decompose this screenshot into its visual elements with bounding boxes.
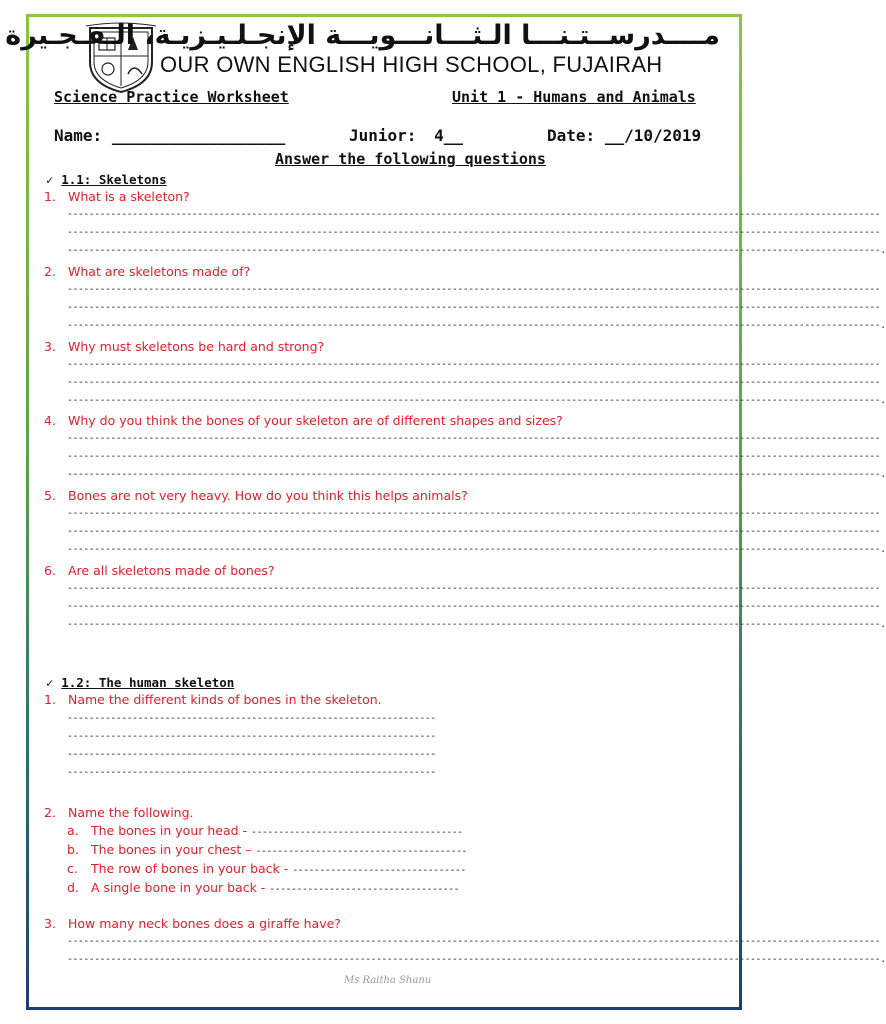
answer-line[interactable]: ------------------------------------------------------------------------------------------------------------------------------------------------------.: [67, 395, 886, 406]
answer-line[interactable]: --------------------------------------------------------------------: [67, 767, 436, 778]
answer-line[interactable]: ---------------------------------------: [251, 827, 463, 838]
answer-line[interactable]: ---------------------------------------: [255, 846, 467, 857]
question-name-following: [44, 805, 194, 820]
sub-letter: a.: [67, 823, 79, 838]
date-row: [547, 126, 701, 145]
answer-line[interactable]: ------------------------------------------------------------------------------------------------------------------------------------------------------: [67, 508, 881, 519]
question-text: Why must skeletons be hard and strong?: [68, 339, 325, 354]
question-text: What are skeletons made of?: [68, 264, 251, 279]
school-name-arabic: مــــدرســتـنـــا الـثـــانـــويـــة الإنجـلـيـزيـة، الـفـجـيرة: [5, 20, 720, 51]
answer-line[interactable]: ------------------------------------------------------------------------------------------------------------------------------------------------------: [67, 451, 881, 462]
question-number: 5.: [44, 488, 56, 503]
unit-title: Unit 1 - Humans and Animals: [452, 88, 696, 106]
worksheet-title: Science Practice Worksheet: [54, 88, 289, 106]
sub-text: The bones in your chest –: [91, 842, 256, 857]
answer-line[interactable]: ------------------------------------------------------------------------------------------------------------------------------------------------------: [67, 433, 881, 444]
answer-line[interactable]: ------------------------------------------------------------------------------------------------------------------------------------------------------.: [67, 320, 886, 331]
sub-question-d: [67, 880, 459, 895]
date-label: Date:: [547, 126, 596, 145]
section-heading-text: 1.2: The human skeleton: [61, 675, 235, 690]
sub-text: A single bone in your back -: [91, 880, 270, 895]
sub-question-b: [67, 842, 467, 857]
checkmark-icon: ✓: [46, 173, 54, 187]
question-number: 1.: [44, 692, 56, 707]
junior-label: Junior:: [349, 126, 417, 145]
sub-text: The row of bones in your back -: [91, 861, 293, 876]
section-heading-text: 1.1: Skeletons: [61, 172, 167, 187]
question-number: 1.: [44, 189, 56, 204]
footer-author: Ms Raitha Shanu: [344, 975, 432, 986]
school-name-english: OUR OWN ENGLISH HIGH SCHOOL, FUJAIRAH: [160, 52, 663, 77]
answer-line[interactable]: ------------------------------------------------------------------------------------------------------------------------------------------------------: [67, 302, 881, 313]
question-2: [44, 264, 250, 279]
question-text: Name the different kinds of bones in the skeleton.: [68, 692, 382, 707]
answer-line[interactable]: ------------------------------------------------------------------------------------------------------------------------------------------------------: [67, 583, 881, 594]
question-5: [44, 488, 468, 503]
date-value[interactable]: __/10/2019: [604, 126, 702, 145]
answer-line[interactable]: ------------------------------------------------------------------------------------------------------------------------------------------------------: [67, 936, 881, 947]
answer-line[interactable]: ------------------------------------------------------------------------------------------------------------------------------------------------------: [67, 284, 881, 295]
instruction: Answer the following questions: [275, 150, 546, 168]
answer-line[interactable]: ------------------------------------------------------------------------------------------------------------------------------------------------------.: [67, 245, 886, 256]
answer-line[interactable]: --------------------------------------------------------------------: [67, 731, 436, 742]
junior-value[interactable]: 4__: [434, 126, 463, 145]
question-number: 2.: [44, 264, 56, 279]
answer-line[interactable]: ------------------------------------------------------------------------------------------------------------------------------------------------------: [67, 359, 881, 370]
question-number: 3.: [44, 916, 56, 931]
name-blank[interactable]: __________________: [111, 126, 286, 145]
answer-line[interactable]: ------------------------------------------------------------------------------------------------------------------------------------------------------: [67, 526, 881, 537]
answer-line[interactable]: ------------------------------------------------------------------------------------------------------------------------------------------------------: [67, 227, 881, 238]
question-giraffe: [44, 916, 341, 931]
sub-letter: d.: [67, 880, 79, 895]
question-6: [44, 563, 275, 578]
question-text: Why do you think the bones of your skeleton are of different shapes and sizes?: [68, 413, 563, 428]
sub-text: The bones in your head -: [91, 823, 252, 838]
answer-line[interactable]: -----------------------------------: [269, 884, 460, 895]
question-bone-kinds: [44, 692, 382, 707]
answer-line[interactable]: ------------------------------------------------------------------------------------------------------------------------------------------------------.: [67, 954, 886, 965]
question-number: 4.: [44, 413, 56, 428]
sub-question-c: [67, 861, 466, 876]
sub-letter: c.: [67, 861, 78, 876]
question-text: Name the following.: [68, 805, 194, 820]
answer-line[interactable]: ------------------------------------------------------------------------------------------------------------------------------------------------------.: [67, 544, 886, 555]
sub-question-a: [67, 823, 462, 838]
question-4: [44, 413, 563, 428]
answer-line[interactable]: --------------------------------------------------------------------: [67, 713, 436, 724]
answer-line[interactable]: ------------------------------------------------------------------------------------------------------------------------------------------------------: [67, 377, 881, 388]
question-text: What is a skeleton?: [68, 189, 190, 204]
answer-line[interactable]: --------------------------------: [292, 865, 466, 876]
question-text: How many neck bones does a giraffe have?: [68, 916, 341, 931]
question-number: 3.: [44, 339, 56, 354]
name-row: [54, 126, 285, 145]
answer-line[interactable]: ------------------------------------------------------------------------------------------------------------------------------------------------------: [67, 209, 881, 220]
section-heading-human-skeleton: [46, 675, 234, 690]
answer-line[interactable]: ------------------------------------------------------------------------------------------------------------------------------------------------------.: [67, 469, 886, 480]
question-number: 2.: [44, 805, 56, 820]
section-heading-skeletons: [46, 172, 167, 187]
question-text: Bones are not very heavy. How do you think this helps animals?: [68, 488, 468, 503]
question-text: Are all skeletons made of bones?: [68, 563, 275, 578]
name-label: Name:: [54, 126, 103, 145]
answer-line[interactable]: ------------------------------------------------------------------------------------------------------------------------------------------------------: [67, 601, 881, 612]
sub-letter: b.: [67, 842, 79, 857]
question-3: [44, 339, 324, 354]
question-1: [44, 189, 190, 204]
junior-row: [349, 126, 463, 145]
answer-line[interactable]: --------------------------------------------------------------------: [67, 749, 436, 760]
checkmark-icon: ✓: [46, 676, 54, 690]
question-number: 6.: [44, 563, 56, 578]
answer-line[interactable]: ------------------------------------------------------------------------------------------------------------------------------------------------------.: [67, 619, 886, 630]
